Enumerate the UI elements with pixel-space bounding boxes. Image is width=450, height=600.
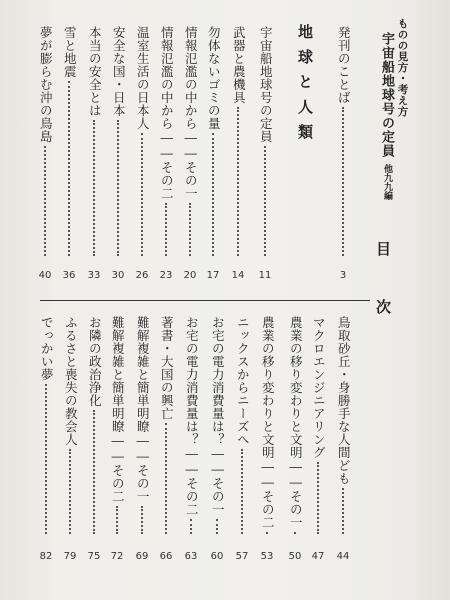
toc-entry[interactable]: [38, 26, 52, 256]
header-title-col: [380, 32, 393, 200]
page-number: 36: [62, 270, 76, 281]
toc-entry-title: 本当の安全とは: [87, 26, 103, 117]
page-number: 53: [260, 551, 274, 562]
dot-leader: [165, 203, 167, 256]
page-number: 44: [336, 551, 350, 562]
dot-leader: [165, 423, 167, 534]
dot-leader: [190, 519, 192, 534]
page-number: 72: [110, 551, 124, 562]
toc-entry[interactable]: [39, 316, 53, 534]
toc-entry-title: 鳥取砂丘・身勝手な人間ども: [336, 316, 352, 485]
page-number: 33: [87, 270, 101, 281]
toc-entry-title: お宅の電力消費量は？――その一: [210, 316, 226, 516]
book-subtitle: ものの見方・考え方: [396, 18, 409, 117]
page-number: 14: [231, 270, 245, 281]
dot-leader: [212, 133, 214, 256]
toc-entry[interactable]: [87, 26, 101, 256]
page-number: 23: [159, 270, 173, 281]
toc-entry-title: 夢が膨らむ沖の鳥島: [38, 26, 54, 143]
toc-entry[interactable]: [63, 316, 77, 534]
toc-entry[interactable]: [206, 26, 220, 256]
page-number: 60: [210, 551, 224, 562]
section-heading-col: [297, 24, 312, 149]
toc-entry-title: 農業の移り変わりと文明――その二: [260, 316, 276, 529]
toc-entry[interactable]: [260, 316, 274, 534]
dot-leader: [241, 449, 243, 534]
toc-entry[interactable]: [111, 26, 125, 256]
toc-entry[interactable]: [183, 26, 197, 256]
toc-entry-title: お隣の政治浄化: [87, 316, 103, 407]
page-number: 47: [311, 551, 325, 562]
dot-leader: [117, 120, 119, 256]
toc-entry-title: でっかい夢: [39, 316, 55, 381]
editor-note: 他九九編: [382, 164, 392, 200]
toc-entry-title: マクロエンジニアリング: [311, 316, 327, 459]
toc-entry[interactable]: [336, 26, 350, 256]
page-number: 75: [87, 551, 101, 562]
bleed-through-margin: [416, 0, 450, 600]
toc-entry-title: 著書・大国の興亡: [159, 316, 175, 420]
toc-entry-title: 温室生活の日本人: [135, 26, 151, 130]
dot-leader: [342, 107, 344, 256]
dot-leader: [93, 120, 95, 256]
toc-entry[interactable]: [336, 316, 350, 534]
dot-leader: [189, 203, 191, 256]
toc-entry[interactable]: [231, 26, 245, 256]
page-number: 69: [135, 551, 149, 562]
dot-leader: [45, 384, 47, 534]
toc-entry-title: 情報氾濫の中から――その二: [159, 26, 175, 200]
toc-entry[interactable]: [184, 316, 198, 534]
page-number: 79: [63, 551, 77, 562]
section-heading: 地球と人類: [296, 24, 314, 149]
toc-entry[interactable]: [210, 316, 224, 534]
toc-entry-title: 農業の移り変わりと文明――その一: [288, 316, 304, 529]
toc-entry[interactable]: [135, 316, 149, 534]
toc-entry[interactable]: [159, 26, 173, 256]
toc-entry[interactable]: [87, 316, 101, 534]
dot-leader: [141, 133, 143, 256]
toc-entry[interactable]: [62, 26, 76, 256]
page-number: 30: [111, 270, 125, 281]
toc-entry[interactable]: [311, 316, 325, 534]
page-number: 50: [288, 551, 302, 562]
dot-leader: [266, 532, 268, 534]
toc-entry-title: 情報氾濫の中から――その一: [183, 26, 199, 200]
toc-entry-title: 武器と農機具: [231, 26, 247, 104]
dot-leader: [68, 81, 70, 256]
dot-leader: [44, 146, 46, 256]
page-number: 20: [183, 270, 197, 281]
toc-entry-title: 発刊のことば: [336, 26, 352, 104]
toc-entry[interactable]: [135, 26, 149, 256]
toc-entry-title: ふるさと喪失の教会人: [63, 316, 79, 446]
toc-entry-title: ニックスからニーズへ: [235, 316, 251, 446]
book-title: 宇宙船地球号の定員: [379, 32, 394, 158]
dot-leader: [116, 506, 118, 534]
toc-entry[interactable]: [235, 316, 249, 534]
dot-leader: [141, 506, 143, 534]
toc-heading-char-1: 目: [376, 240, 392, 258]
page-number: 3: [339, 270, 347, 281]
dot-leader: [93, 410, 95, 534]
dot-leader: [317, 462, 319, 534]
toc-entry-title: 難解複雑と簡単明瞭――その一: [135, 316, 151, 503]
page-number: 66: [159, 551, 173, 562]
toc-heading-char-2: 次: [376, 298, 392, 316]
dot-leader: [294, 532, 296, 534]
page-number: 11: [258, 270, 272, 281]
section-divider: [40, 300, 370, 301]
dot-leader: [264, 146, 266, 256]
page-number: 82: [39, 551, 53, 562]
page-number: 57: [235, 551, 249, 562]
page-number: 40: [38, 270, 52, 281]
toc-entry-title: お宅の電力消費量は？――その二: [184, 316, 200, 516]
toc-entry[interactable]: [288, 316, 302, 534]
toc-entry-title: 安全な国・日本: [111, 26, 127, 117]
page-number: 17: [206, 270, 220, 281]
dot-leader: [69, 449, 71, 534]
toc-entry-title: 勿体ないゴミの量: [206, 26, 222, 130]
header-subtitle-col: [397, 18, 408, 117]
dot-leader: [216, 519, 218, 534]
dot-leader: [342, 488, 344, 534]
page-number: 63: [184, 551, 198, 562]
dot-leader: [237, 107, 239, 256]
toc-entry[interactable]: [110, 316, 124, 534]
toc-entry[interactable]: [159, 316, 173, 534]
toc-entry-title: 宇宙船地球号の定員: [258, 26, 274, 143]
page-number: 26: [135, 270, 149, 281]
toc-entry-title: 雪と地震: [62, 26, 78, 78]
toc-entry-title: 難解複雑と簡単明瞭――その二: [110, 316, 126, 503]
toc-entry[interactable]: [258, 26, 272, 256]
